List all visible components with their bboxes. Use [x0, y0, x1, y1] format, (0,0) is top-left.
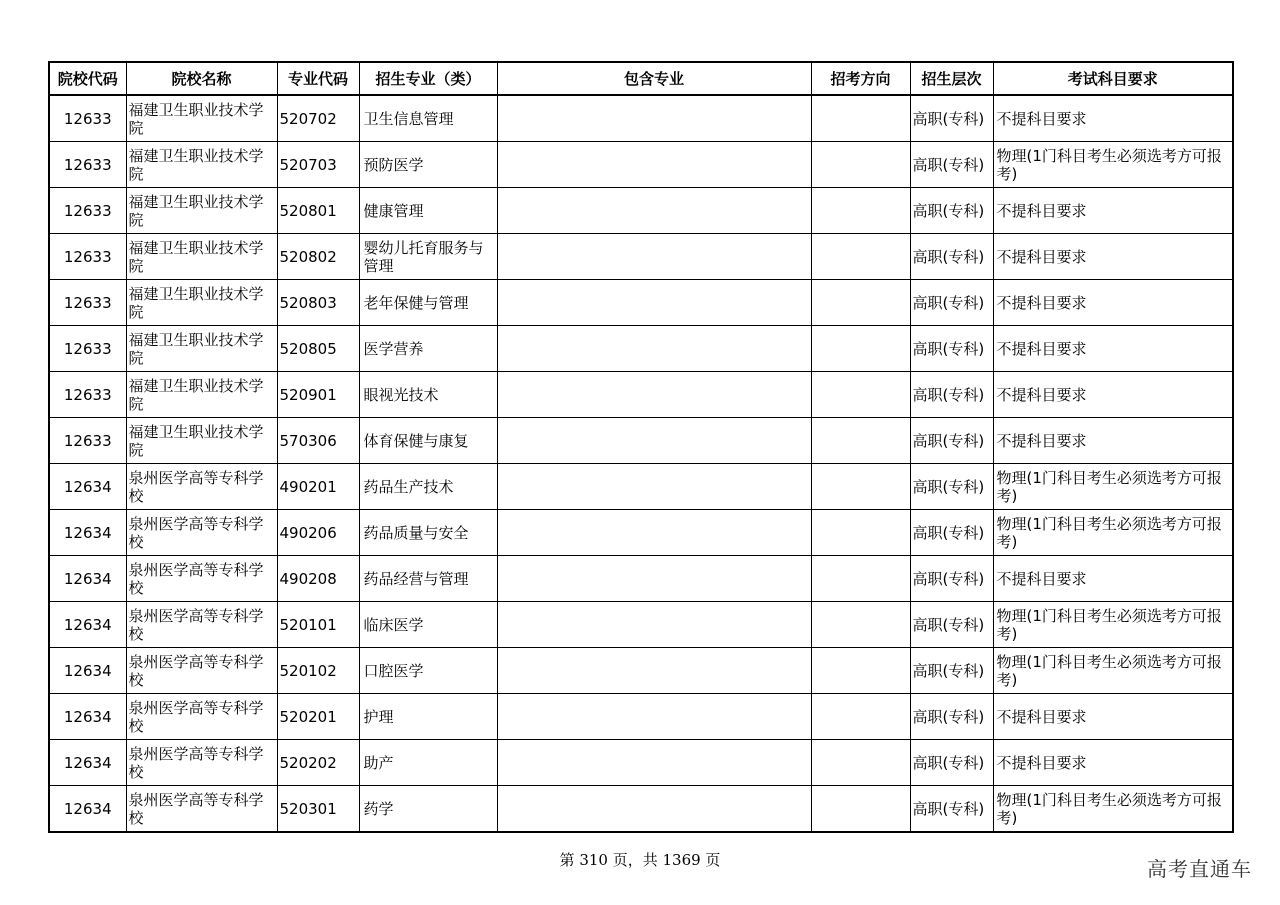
cell-school-code: 12633 [49, 418, 126, 464]
table-body [49, 95, 1233, 832]
cell-included-majors [497, 95, 811, 142]
cell-major: 口腔医学 [359, 648, 497, 694]
cell-major-code: 490206 [277, 510, 359, 556]
cell-direction [811, 418, 910, 464]
cell-school-name: 福建卫生职业技术学院 [126, 188, 277, 234]
cell-requirement: 物理(1门科目考生必须选考方可报考) [993, 602, 1233, 648]
cell-major: 药学 [359, 786, 497, 833]
table-row [49, 280, 1233, 326]
cell-school-code: 12634 [49, 510, 126, 556]
cell-school-name: 泉州医学高等专科学校 [126, 510, 277, 556]
cell-requirement: 物理(1门科目考生必须选考方可报考) [993, 142, 1233, 188]
cell-school-name: 福建卫生职业技术学院 [126, 142, 277, 188]
header-included-majors: 包含专业 [497, 62, 811, 95]
cell-school-name: 泉州医学高等专科学校 [126, 464, 277, 510]
cell-school-code: 12633 [49, 234, 126, 280]
cell-school-code: 12634 [49, 786, 126, 833]
cell-level: 高职(专科) [910, 372, 993, 418]
cell-major: 眼视光技术 [359, 372, 497, 418]
cell-major-code: 520901 [277, 372, 359, 418]
cell-school-code: 12633 [49, 326, 126, 372]
cell-requirement: 不提科目要求 [993, 372, 1233, 418]
cell-level: 高职(专科) [910, 648, 993, 694]
table-row [49, 142, 1233, 188]
admissions-table [48, 61, 1234, 833]
cell-level: 高职(专科) [910, 786, 993, 833]
cell-direction [811, 142, 910, 188]
watermark-logo-text: 高考直通车 [1147, 857, 1252, 881]
cell-direction [811, 464, 910, 510]
cell-included-majors [497, 510, 811, 556]
header-requirement: 考试科目要求 [993, 62, 1233, 95]
cell-included-majors [497, 786, 811, 833]
cell-school-name: 福建卫生职业技术学院 [126, 280, 277, 326]
cell-major-code: 520702 [277, 95, 359, 142]
cell-school-code: 12634 [49, 556, 126, 602]
cell-included-majors [497, 142, 811, 188]
table-row [49, 556, 1233, 602]
cell-school-code: 12633 [49, 95, 126, 142]
cell-major: 助产 [359, 740, 497, 786]
table-row [49, 648, 1233, 694]
table-row [49, 740, 1233, 786]
cell-included-majors [497, 326, 811, 372]
cell-included-majors [497, 234, 811, 280]
cell-major-code: 520801 [277, 188, 359, 234]
cell-requirement: 不提科目要求 [993, 234, 1233, 280]
cell-school-name: 泉州医学高等专科学校 [126, 602, 277, 648]
cell-major-code: 490208 [277, 556, 359, 602]
table-row [49, 464, 1233, 510]
cell-major: 体育保健与康复 [359, 418, 497, 464]
cell-level: 高职(专科) [910, 234, 993, 280]
cell-major-code: 520202 [277, 740, 359, 786]
cell-major: 药品质量与安全 [359, 510, 497, 556]
table-row [49, 418, 1233, 464]
cell-level: 高职(专科) [910, 464, 993, 510]
cell-school-code: 12633 [49, 188, 126, 234]
cell-requirement: 不提科目要求 [993, 188, 1233, 234]
cell-level: 高职(专科) [910, 418, 993, 464]
cell-direction [811, 556, 910, 602]
cell-level: 高职(专科) [910, 188, 993, 234]
cell-requirement: 不提科目要求 [993, 694, 1233, 740]
cell-school-name: 泉州医学高等专科学校 [126, 740, 277, 786]
table-row [49, 510, 1233, 556]
cell-included-majors [497, 740, 811, 786]
cell-school-code: 12633 [49, 280, 126, 326]
cell-direction [811, 326, 910, 372]
cell-requirement: 物理(1门科目考生必须选考方可报考) [993, 510, 1233, 556]
cell-major-code: 520101 [277, 602, 359, 648]
cell-major: 预防医学 [359, 142, 497, 188]
table-row [49, 326, 1233, 372]
cell-level: 高职(专科) [910, 556, 993, 602]
cell-school-code: 12634 [49, 694, 126, 740]
table-row [49, 95, 1233, 142]
header-major-code: 专业代码 [277, 62, 359, 95]
header-major: 招生专业（类） [359, 62, 497, 95]
cell-included-majors [497, 694, 811, 740]
cell-major-code: 520102 [277, 648, 359, 694]
cell-included-majors [497, 372, 811, 418]
cell-school-name: 泉州医学高等专科学校 [126, 786, 277, 833]
cell-requirement: 不提科目要求 [993, 556, 1233, 602]
cell-school-name: 福建卫生职业技术学院 [126, 418, 277, 464]
header-direction: 招考方向 [811, 62, 910, 95]
table-row [49, 372, 1233, 418]
cell-requirement: 物理(1门科目考生必须选考方可报考) [993, 786, 1233, 833]
table-row [49, 188, 1233, 234]
table-row [49, 694, 1233, 740]
cell-direction [811, 188, 910, 234]
cell-level: 高职(专科) [910, 510, 993, 556]
cell-major-code: 520301 [277, 786, 359, 833]
table-header-row [49, 62, 1233, 95]
cell-direction [811, 95, 910, 142]
cell-direction [811, 786, 910, 833]
page-number: 第 310 页，共 1369 页 [559, 851, 721, 869]
cell-level: 高职(专科) [910, 694, 993, 740]
cell-level: 高职(专科) [910, 740, 993, 786]
cell-direction [811, 234, 910, 280]
cell-major: 婴幼儿托育服务与管理 [359, 234, 497, 280]
cell-major: 药品生产技术 [359, 464, 497, 510]
cell-major: 卫生信息管理 [359, 95, 497, 142]
cell-school-code: 12633 [49, 142, 126, 188]
cell-direction [811, 372, 910, 418]
cell-major: 老年保健与管理 [359, 280, 497, 326]
cell-major: 护理 [359, 694, 497, 740]
cell-school-name: 福建卫生职业技术学院 [126, 326, 277, 372]
cell-school-code: 12634 [49, 740, 126, 786]
cell-requirement: 不提科目要求 [993, 418, 1233, 464]
cell-requirement: 不提科目要求 [993, 326, 1233, 372]
cell-school-name: 福建卫生职业技术学院 [126, 234, 277, 280]
cell-level: 高职(专科) [910, 95, 993, 142]
cell-major: 临床医学 [359, 602, 497, 648]
cell-included-majors [497, 464, 811, 510]
header-school-name: 院校名称 [126, 62, 277, 95]
cell-school-name: 泉州医学高等专科学校 [126, 694, 277, 740]
cell-major: 健康管理 [359, 188, 497, 234]
cell-school-code: 12633 [49, 372, 126, 418]
cell-included-majors [497, 188, 811, 234]
cell-requirement: 物理(1门科目考生必须选考方可报考) [993, 464, 1233, 510]
cell-included-majors [497, 602, 811, 648]
cell-requirement: 不提科目要求 [993, 95, 1233, 142]
table-row [49, 786, 1233, 833]
cell-major-code: 490201 [277, 464, 359, 510]
cell-major-code: 520201 [277, 694, 359, 740]
cell-school-code: 12634 [49, 464, 126, 510]
cell-school-name: 泉州医学高等专科学校 [126, 648, 277, 694]
header-level: 招生层次 [910, 62, 993, 95]
cell-direction [811, 740, 910, 786]
cell-major-code: 520803 [277, 280, 359, 326]
cell-level: 高职(专科) [910, 326, 993, 372]
table-row [49, 602, 1233, 648]
cell-included-majors [497, 556, 811, 602]
cell-major: 医学营养 [359, 326, 497, 372]
table-row [49, 234, 1233, 280]
cell-major-code: 570306 [277, 418, 359, 464]
cell-school-code: 12634 [49, 602, 126, 648]
cell-level: 高职(专科) [910, 142, 993, 188]
cell-direction [811, 602, 910, 648]
cell-school-name: 福建卫生职业技术学院 [126, 95, 277, 142]
header-school-code: 院校代码 [49, 62, 126, 95]
cell-school-name: 泉州医学高等专科学校 [126, 556, 277, 602]
cell-direction [811, 510, 910, 556]
cell-included-majors [497, 418, 811, 464]
cell-major-code: 520703 [277, 142, 359, 188]
cell-requirement: 不提科目要求 [993, 740, 1233, 786]
cell-requirement: 不提科目要求 [993, 280, 1233, 326]
cell-direction [811, 648, 910, 694]
cell-major: 药品经营与管理 [359, 556, 497, 602]
cell-requirement: 物理(1门科目考生必须选考方可报考) [993, 648, 1233, 694]
cell-major-code: 520802 [277, 234, 359, 280]
cell-direction [811, 694, 910, 740]
cell-level: 高职(专科) [910, 602, 993, 648]
cell-school-code: 12634 [49, 648, 126, 694]
cell-included-majors [497, 280, 811, 326]
cell-included-majors [497, 648, 811, 694]
cell-direction [811, 280, 910, 326]
cell-school-name: 福建卫生职业技术学院 [126, 372, 277, 418]
cell-level: 高职(专科) [910, 280, 993, 326]
cell-major-code: 520805 [277, 326, 359, 372]
